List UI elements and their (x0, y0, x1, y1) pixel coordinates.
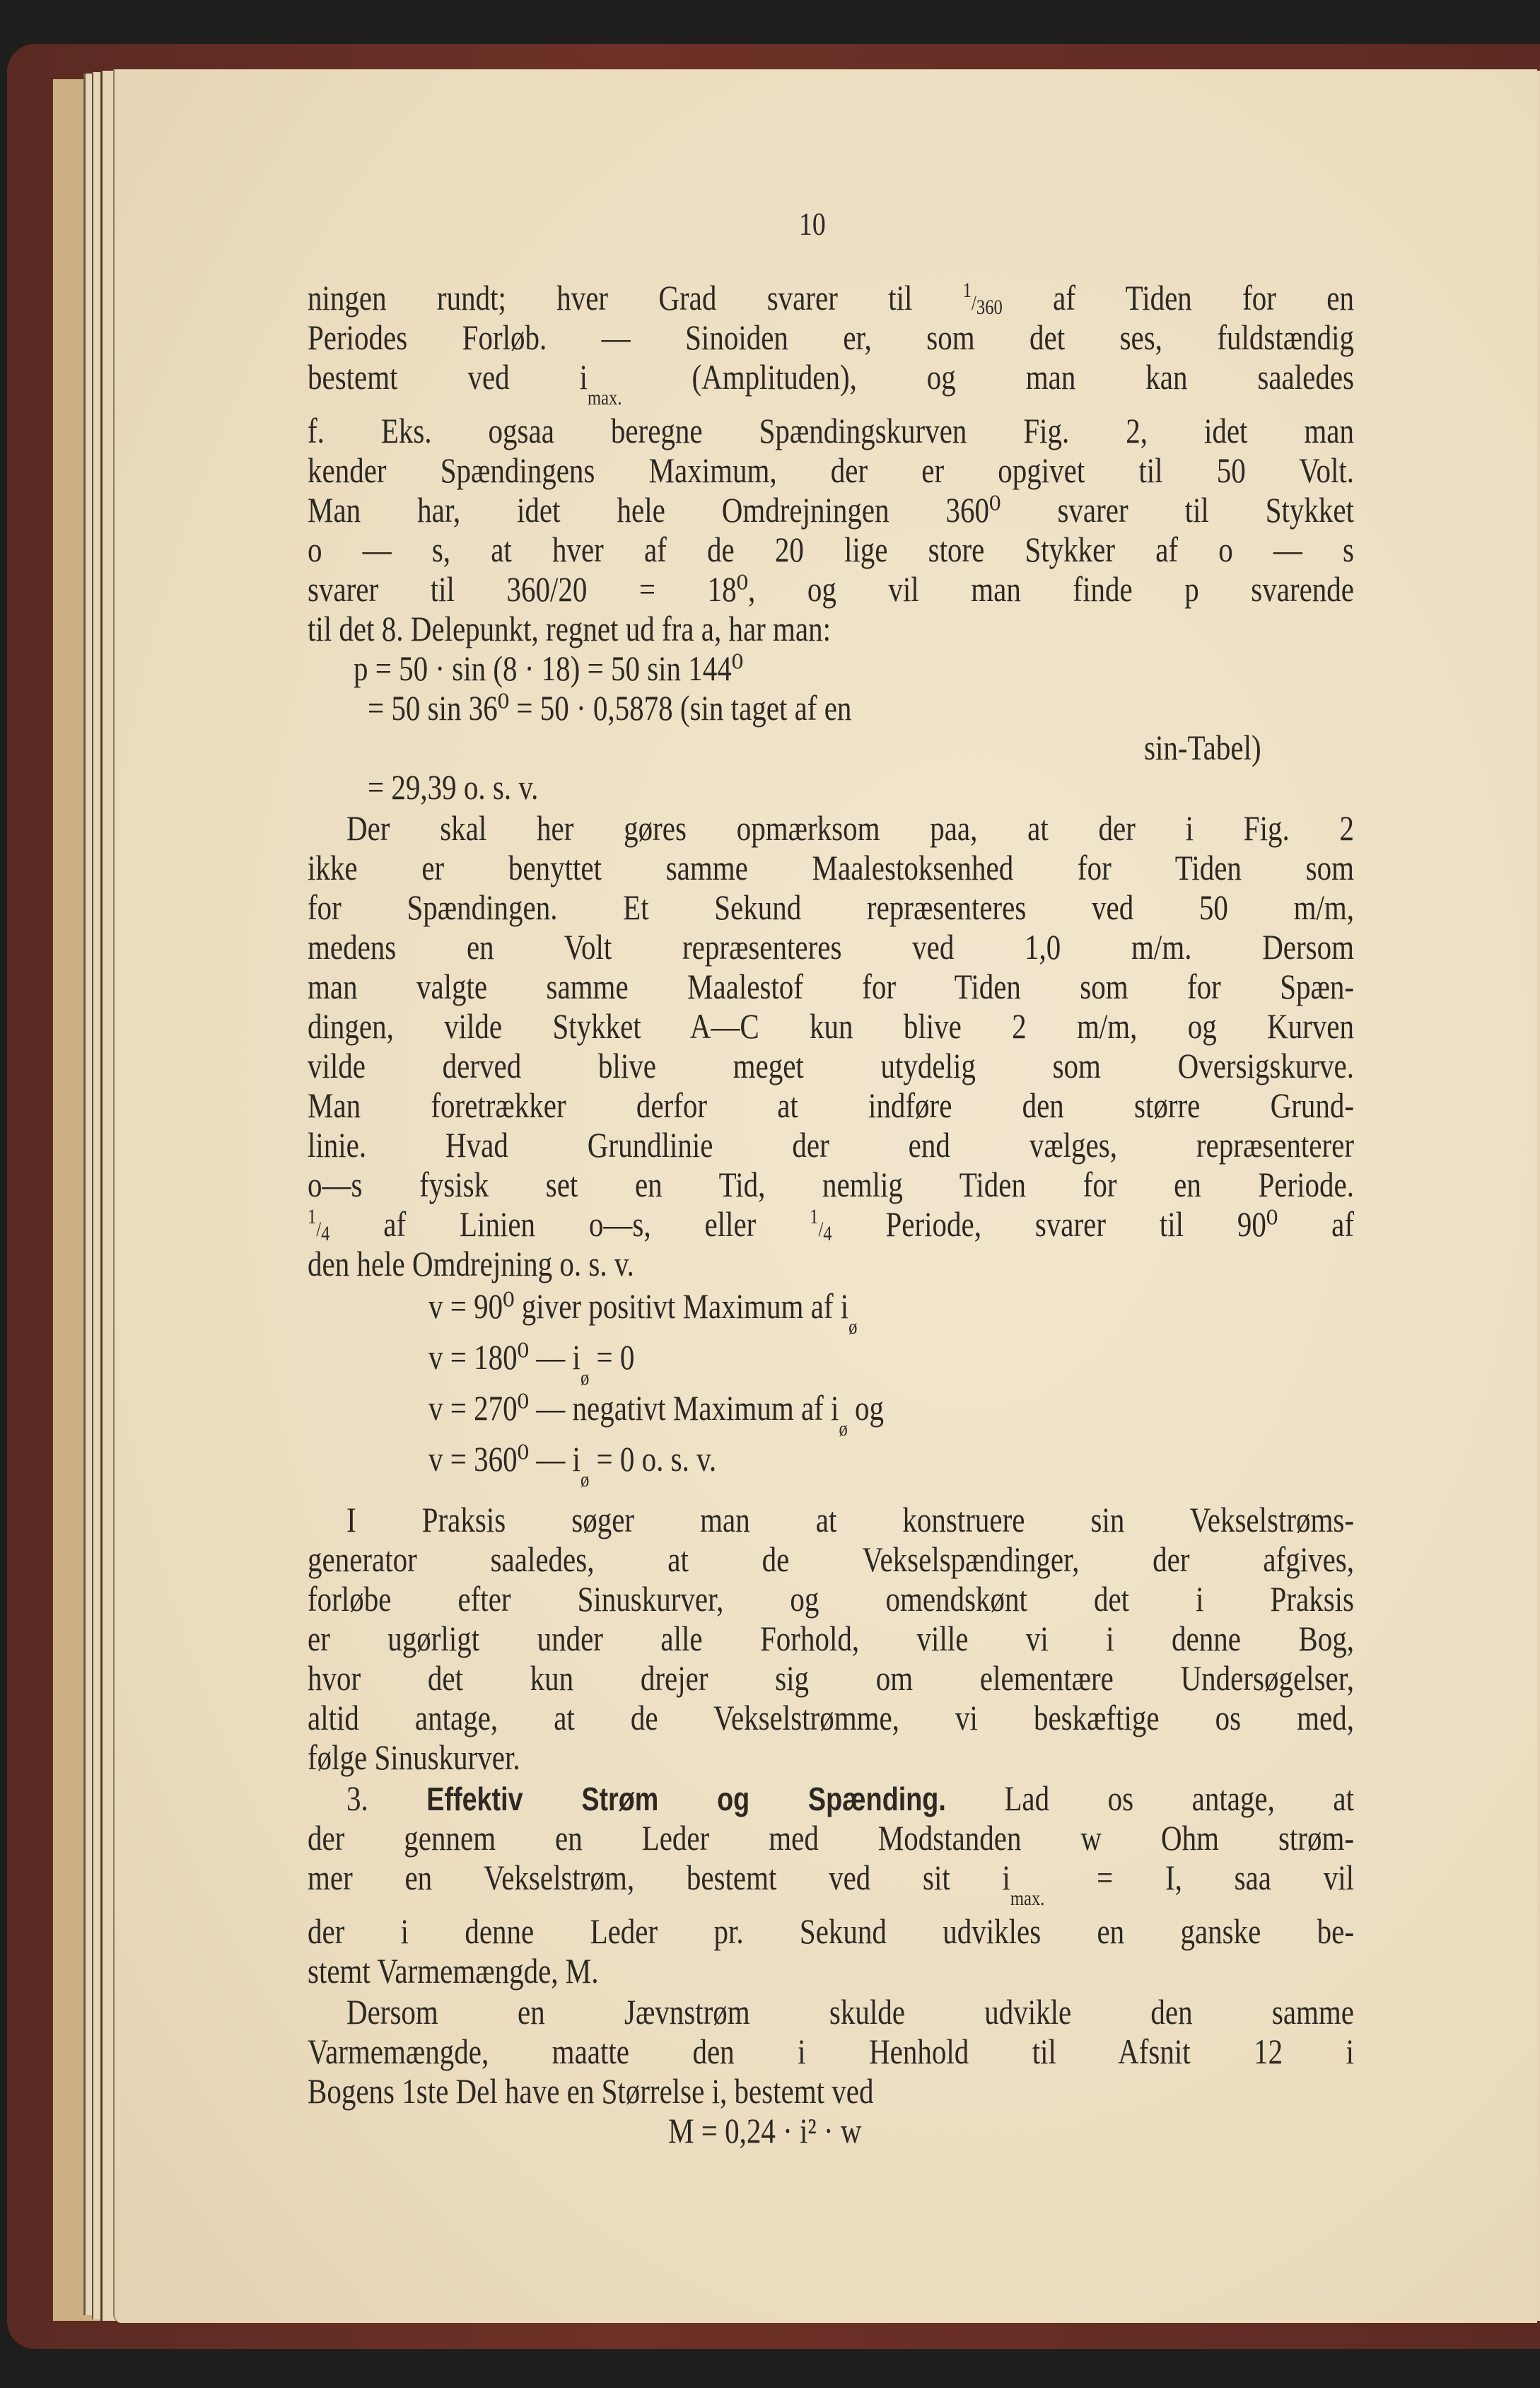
text-line: medens en Volt repræsenteres ved 1,0 m/m. Dersom (308, 927, 1354, 967)
text-segment: v = 270⁰ — negativt Maximum af i (428, 1388, 839, 1428)
fraction-numerator: 1 (962, 279, 972, 302)
fraction-denominator: 360 (976, 296, 1003, 319)
text-segment: af Tiden for en (1053, 278, 1354, 318)
fraction-denominator: 4 (823, 1222, 832, 1245)
text-line: f. Eks. ogsaa beregne Spændingskurven Fig. 2, idet man (308, 411, 1354, 450)
subscript: max. (1010, 1887, 1045, 1910)
text-line: linie. Hvad Grundlinie der end vælges, repræsenterer (308, 1125, 1354, 1165)
section-title: Effektiv Strøm og Spænding. (426, 1781, 946, 1817)
text-line: o — s, at hver af de 20 lige store Stykker af o — s (308, 530, 1354, 569)
text-segment: (Amplituden), og man kan saaledes (692, 357, 1354, 397)
subscript: ø (839, 1417, 848, 1440)
text-line (308, 356, 1354, 409)
text-segment: = 0 o. s. v. (596, 1439, 717, 1479)
text-line: hvor det kun drejer sig om elementære Undersøgelser, (308, 1658, 1354, 1698)
equation: sin-Tabel) (1144, 728, 1261, 767)
text-line: der gennem en Leder med Modstanden w Ohm strøm- (308, 1818, 1354, 1858)
text-line: I Praksis søger man at konstruere sin Vekselstrøms- (346, 1500, 1354, 1539)
text-line: følge Sinuskurver. (308, 1737, 520, 1777)
fraction: 1/4 (810, 1205, 832, 1245)
equation (428, 1387, 885, 1440)
text-segment: mer en Vekselstrøm, bestemt ved sit i (308, 1858, 1010, 1897)
text-line: Dersom en Jævnstrøm skulde udvikle den samme (346, 1992, 1354, 2032)
equation (428, 1336, 635, 1390)
subscript: max. (587, 386, 622, 409)
text-segment: = 0 (596, 1337, 635, 1377)
subscript: ø (580, 1468, 590, 1491)
text-line (308, 1204, 1354, 1245)
text-line: Bogens 1ste Del have en Størrelse i, bestemt ved (308, 2071, 874, 2111)
text-segment: v = 360⁰ — i (428, 1439, 581, 1479)
text-segment: ningen rundt; hver Grad svarer til (308, 278, 913, 318)
text-line: Man foretrækker derfor at indføre den større Grund- (308, 1085, 1354, 1125)
text-line: vilde derved blive meget utydelig som Oversigskurve. (308, 1046, 1354, 1085)
fraction: 1/4 (308, 1205, 330, 1245)
text-line: Man har, idet hele Omdrejningen 360⁰ svarer til Stykket (308, 490, 1354, 530)
text-segment: Lad os antage, at (1004, 1778, 1355, 1818)
text-line (308, 277, 1354, 318)
text-line (308, 1857, 1354, 1910)
section-heading-line (346, 1778, 1354, 1819)
subscript: ø (848, 1315, 858, 1339)
text-line: ikke er benyttet samme Maalestoksenhed for Tiden som (308, 848, 1354, 887)
text-segment: = I, saa vil (1097, 1858, 1354, 1897)
fraction: 1/360 (962, 279, 1003, 319)
equation: M = 0,24 · i² · w (668, 2111, 862, 2150)
text-line: Periodes Forløb. — Sinoiden er, som det ses, fuldstændig (308, 318, 1354, 357)
text-line: til det 8. Delepunkt, regnet ud fra a, har man: (308, 609, 832, 648)
text-segment: Periode, svarer til 90⁰ af (885, 1204, 1355, 1244)
equation: = 29,39 o. s. v. (368, 767, 539, 807)
text-line: altid antage, at de Vekselstrømme, vi beskæftige os med, (308, 1698, 1354, 1737)
fraction-numerator: 1 (308, 1205, 317, 1228)
text-line: er ugørligt under alle Forhold, ville vi i denne Bog, (308, 1619, 1354, 1658)
text-line: Varmemængde, maatte den i Henhold til Afsnit 12 i (308, 2032, 1354, 2071)
text-segment: v = 90⁰ giver positivt Maximum af i (428, 1286, 849, 1326)
subscript: ø (580, 1366, 590, 1390)
fraction-denominator: 4 (321, 1222, 330, 1245)
text-line: forløbe efter Sinuskurver, og omendskønt det i Praksis (308, 1579, 1354, 1619)
text-line: stemt Varmemængde, M. (308, 1951, 599, 1991)
text-line: for Spændingen. Et Sekund repræsenteres ved 50 m/m, (308, 887, 1354, 927)
text-line: der i denne Leder pr. Sekund udvikles en ganske be- (308, 1911, 1354, 1951)
text-line: man valgte samme Maalestof for Tiden som for Spæn- (308, 967, 1354, 1006)
text-line: Der skal her gøres opmærksom paa, at der i Fig. 2 (346, 808, 1354, 848)
text-line: den hele Omdrejning o. s. v. (308, 1244, 634, 1283)
equation (428, 1286, 858, 1339)
text-segment: af Linien o—s, eller (383, 1204, 757, 1244)
section-number: 3. (346, 1778, 368, 1818)
equation: p = 50 · sin (8 · 18) = 50 sin 144⁰ (354, 648, 744, 688)
fraction-numerator: 1 (810, 1205, 819, 1228)
text-line: generator saaledes, at de Vekselspændinger, der afgives, (308, 1539, 1354, 1579)
text-segment: bestemt ved i (308, 357, 588, 397)
text-line: kender Spændingens Maximum, der er opgivet til 50 Volt. (308, 450, 1354, 490)
text-line: dingen, vilde Stykket A—C kun blive 2 m/m, og Kurven (308, 1006, 1354, 1046)
equation: = 50 sin 36⁰ = 50 · 0,5878 (sin taget af en (368, 688, 852, 728)
text-line: o—s fysisk set en Tid, nemlig Tiden for en Periode. (308, 1165, 1354, 1204)
equation (428, 1438, 717, 1491)
text-line: svarer til 360/20 = 18⁰, og vil man finde p svarende (308, 569, 1354, 609)
text-segment: og (855, 1388, 885, 1428)
page-number: 10 (799, 206, 826, 242)
text-segment: v = 180⁰ — i (428, 1337, 581, 1377)
